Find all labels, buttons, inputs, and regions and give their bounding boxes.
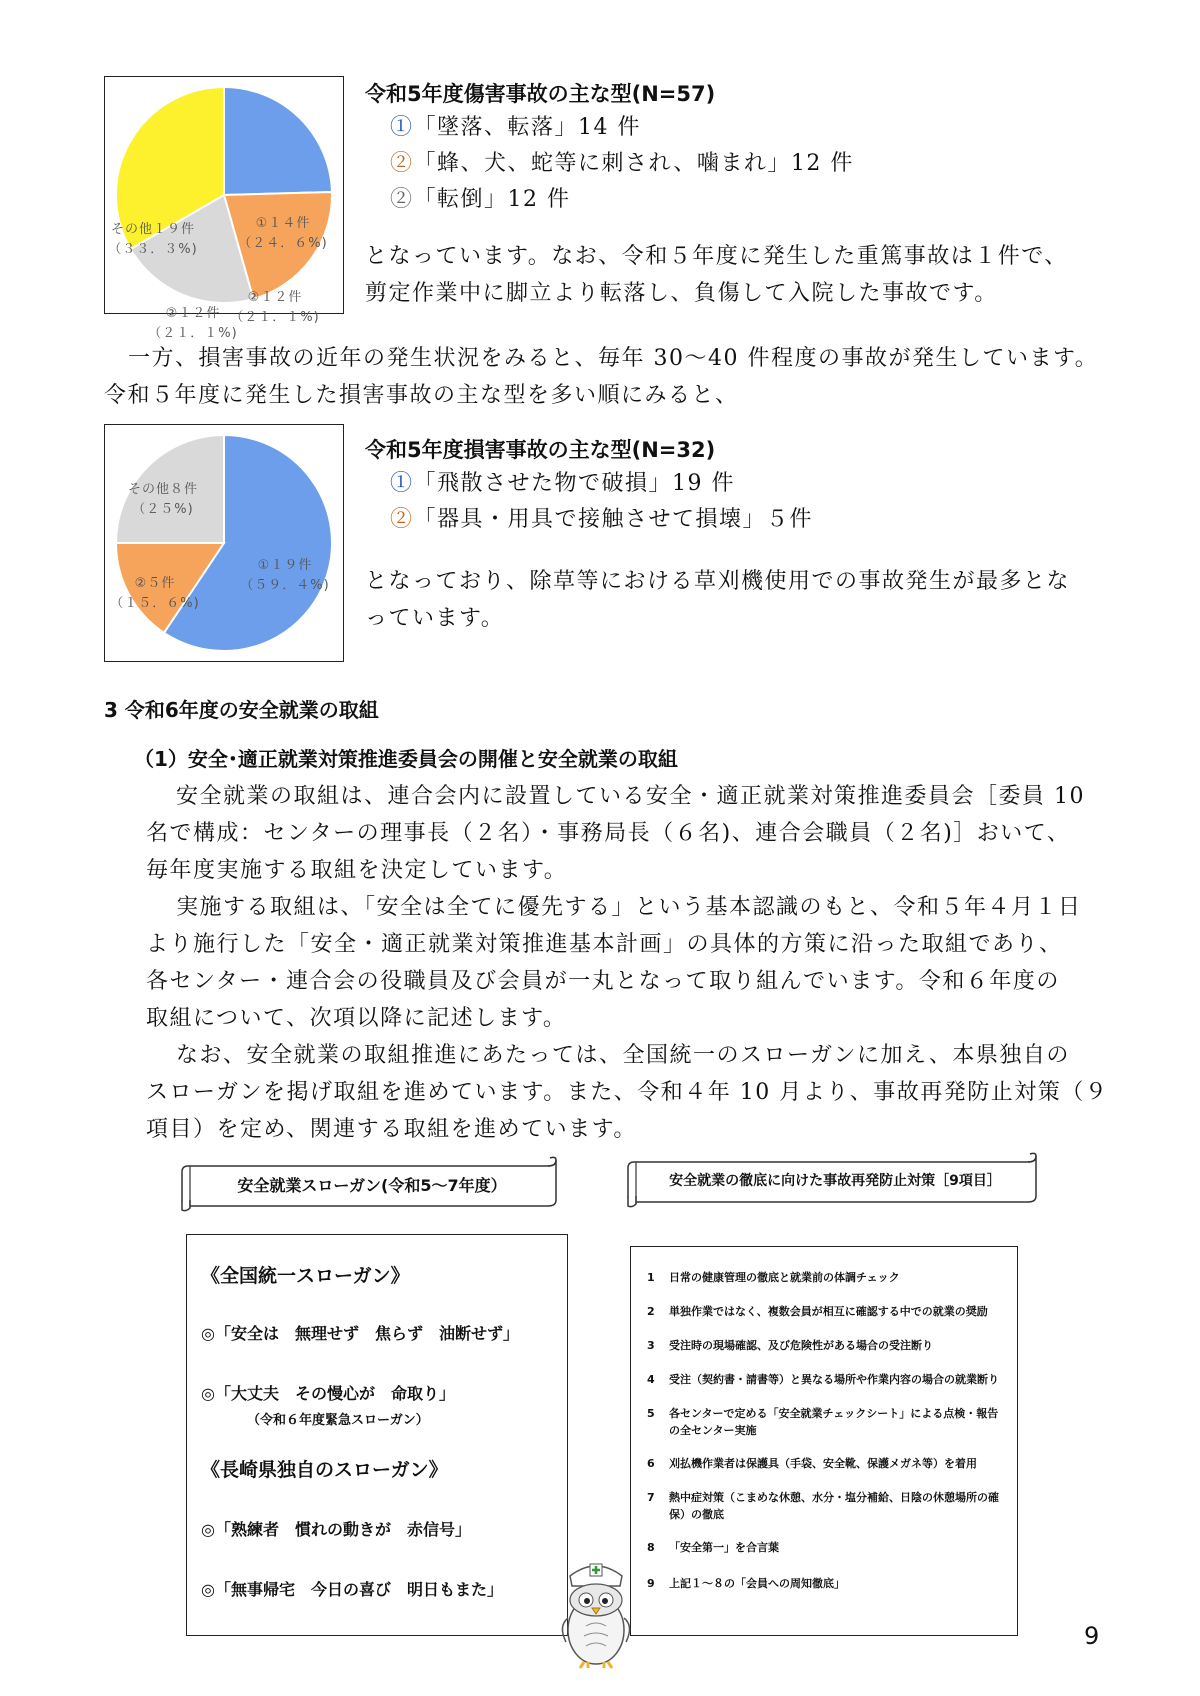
damage-pie-chart-box (104, 424, 344, 662)
section3-paragraph-line: 安全就業の取組は、連合会内に設置している安全・適正就業対策推進委員会［委員 10 (176, 784, 1085, 809)
measure-text: 受注時の現場確認、及び危険性がある場合の受注断り (669, 1339, 933, 1352)
measure-text: 単独作業ではなく、複数会員が相互に確認する中での就業の奨励 (669, 1305, 988, 1318)
measure-text: 各センターで定める「安全就業チェックシート」による点検・報告 (669, 1407, 999, 1420)
pie1-label-1b: （２４．６%) (238, 236, 328, 251)
injury-pie-chart-box (104, 76, 344, 341)
mid-paragraph-line: 令和５年度に発生した損害事故の主な型を多い順にみると、 (104, 383, 739, 408)
national-slogan-heading: 《全国統一スローガン》 (201, 1265, 410, 1287)
pie1-item-text: 「蜂、犬、蛇等に刺され、噛まれ」12 件 (413, 151, 854, 176)
measure-number: 8 (647, 1541, 655, 1554)
mid-paragraph (104, 340, 1184, 414)
pie1-label-1a: ①１４件 (255, 216, 311, 231)
emergency-slogan-note: （令和６年度緊急スローガン） (247, 1413, 429, 1428)
measure-text: 上記１～８の「会員への周知徹底」 (669, 1577, 845, 1590)
section3-paragraph-line: より施行した「安全・適正就業対策推進基本計画」の具体的方策に沿った取組であり、 (146, 932, 1063, 957)
slogan-scroll-banner (178, 1156, 562, 1212)
measure-number: 2 (647, 1305, 655, 1318)
measure-text: 熱中症対策（こまめな休憩、水分・塩分補給、日陰の休憩場所の確 (669, 1491, 999, 1504)
measure-number: 7 (647, 1491, 655, 1504)
section3-paragraph-line: 項目）を定め、関連する取組を進めています。 (146, 1117, 637, 1142)
pie1-item-text: 「墜落、転落」14 件 (413, 115, 642, 140)
pie1-item (390, 182, 854, 218)
pie1-paragraph-line: となっています。なお、令和５年度に発生した重篤事故は１件で、 (365, 244, 1068, 269)
measure-number: 1 (647, 1271, 655, 1284)
slogan-box (186, 1234, 568, 1636)
pie2-item-number: ① (390, 471, 414, 496)
pie1-item-list (390, 110, 854, 218)
measures-scroll-banner (624, 1150, 1044, 1208)
pie1-item-number: ② (390, 151, 414, 176)
pie1-item (390, 146, 854, 182)
pie1-item-number: ① (390, 115, 414, 140)
pie1-label-2a: ②１２件 (247, 290, 303, 305)
pie2-label-3a: その他８件 (127, 482, 199, 497)
section3-paragraph-line: 毎年度実施する取組を決定しています。 (146, 858, 568, 883)
section3-heading: 3 令和6年度の安全就業の取組 (104, 698, 379, 722)
section3-body (146, 778, 1186, 1148)
national-slogan-2: ◎「大丈夫 その慢心が 命取り」 (201, 1384, 455, 1403)
page-number: 9 (1084, 1622, 1100, 1650)
local-slogan-2: ◎「無事帰宅 今日の喜び 明日もまた」 (201, 1580, 503, 1599)
damage-pie-chart (105, 425, 343, 661)
pie2-item-text: 「飛散させた物で破損」19 件 (413, 471, 736, 496)
section3-paragraph-line: 各センター・連合会の役職員及び会員が一丸となって取り組んでいます。令和６年度の (146, 969, 1060, 994)
measure-number: 9 (647, 1577, 655, 1590)
section3-paragraph-line: 取組について、次項以降に記述します。 (146, 1006, 567, 1031)
measure-text: 受注（契約書・請書等）と異なる場所や作業内容の場合の就業断り (669, 1373, 999, 1386)
pie1-paragraph (365, 238, 1165, 312)
pie2-item-text: 「器具・用具で接触させて損壊」５件 (413, 507, 814, 532)
pie2-label-2b: （１５．６%) (110, 596, 200, 611)
pie2-title: 令和5年度損害事故の主な型(N=32) (365, 438, 716, 462)
pie2-label-2a: ②５件 (134, 576, 176, 591)
measures-box-title: 安全就業の徹底に向けた事故再発防止対策［9項目］ (669, 1173, 1001, 1189)
pie1-item-number: ② (390, 187, 414, 212)
pie1-label-2b: （２１．１%) (230, 310, 320, 325)
section3-paragraph-line: 名で構成：センターの理事長（２名）・事務局長（６名)、連合会職員（２名)］おいて、 (146, 821, 1071, 846)
measure-number: 3 (647, 1339, 655, 1352)
measure-text: 「安全第一」を合言葉 (669, 1541, 779, 1554)
pie1-slice-1 (224, 87, 332, 195)
local-slogan-1: ◎「熟練者 慣れの動きが 赤信号」 (201, 1520, 471, 1539)
mid-paragraph-line: 一方、損害事故の近年の発生状況をみると、毎年 30～40 件程度の事故が発生しています。 (128, 346, 1099, 371)
pie1-paragraph-line: 剪定作業中に脚立より転落し、負傷して入院した事故です。 (365, 281, 998, 306)
injury-pie-chart (105, 77, 343, 341)
pie1-label-4b: （３３．３%) (108, 242, 198, 257)
measure-number: 6 (647, 1457, 655, 1470)
pie1-title: 令和5年度傷害事故の主な型(N=57) (365, 82, 716, 106)
owl-mascot-illustration (550, 1556, 642, 1672)
section3-paragraph-line: 実施する取組は、「安全は全てに優先する」という基本認識のもと、令和５年４月１日 (176, 895, 1082, 920)
owl-mascot-icon (550, 1556, 642, 1672)
pie1-label-4a: その他１９件 (110, 222, 196, 237)
pie1-item-text: 「転倒」12 件 (413, 187, 571, 212)
measure-number: 5 (647, 1407, 655, 1420)
measure-text: 保）の徹底 (669, 1508, 724, 1521)
pie2-paragraph-line: となっており、除草等における草刈機使用での事故発生が最多とな (365, 569, 1071, 594)
pie2-label-1a: ①１９件 (257, 558, 313, 573)
section3-subheading: （1）安全･適正就業対策推進委員会の開催と安全就業の取組 (134, 747, 678, 771)
local-slogan-heading: 《長崎県独自のスローガン》 (201, 1459, 448, 1481)
pie2-paragraph (365, 563, 1165, 637)
section3-paragraph-line: なお、安全就業の取組推進にあたっては、全国統一のスローガンに加え、本県独自の (176, 1043, 1070, 1068)
pie2-item-number: ② (390, 507, 414, 532)
national-slogan-1: ◎「安全は 無理せず 焦らず 油断せず」 (201, 1324, 519, 1343)
measure-text: の全センター実施 (669, 1424, 757, 1437)
pie1-label-3a: ②１２件 (165, 306, 221, 321)
section3-paragraph-line: スローガンを掲げ取組を進めています。また、令和４年 10 月より、事故再発防止対策（９ (146, 1080, 1109, 1105)
pie2-paragraph-line: っています。 (365, 606, 505, 631)
measure-number: 4 (647, 1373, 655, 1386)
pie2-item (390, 466, 813, 502)
pie1-label-3b: （２１．１%) (148, 326, 238, 341)
measures-box (630, 1246, 1018, 1636)
pie2-item-list (390, 466, 813, 538)
pie2-item (390, 502, 813, 538)
pie2-label-1b: （５９．４%) (240, 578, 330, 593)
slogan-box-title: 安全就業スローガン(令和5～7年度） (237, 1176, 507, 1195)
pie2-label-3b: （２５%) (132, 502, 194, 517)
pie1-item (390, 110, 854, 146)
measure-text: 刈払機作業者は保護具（手袋、安全靴、保護メガネ等）を着用 (669, 1457, 977, 1470)
measure-text: 日常の健康管理の徹底と就業前の体調チェック (669, 1271, 900, 1284)
